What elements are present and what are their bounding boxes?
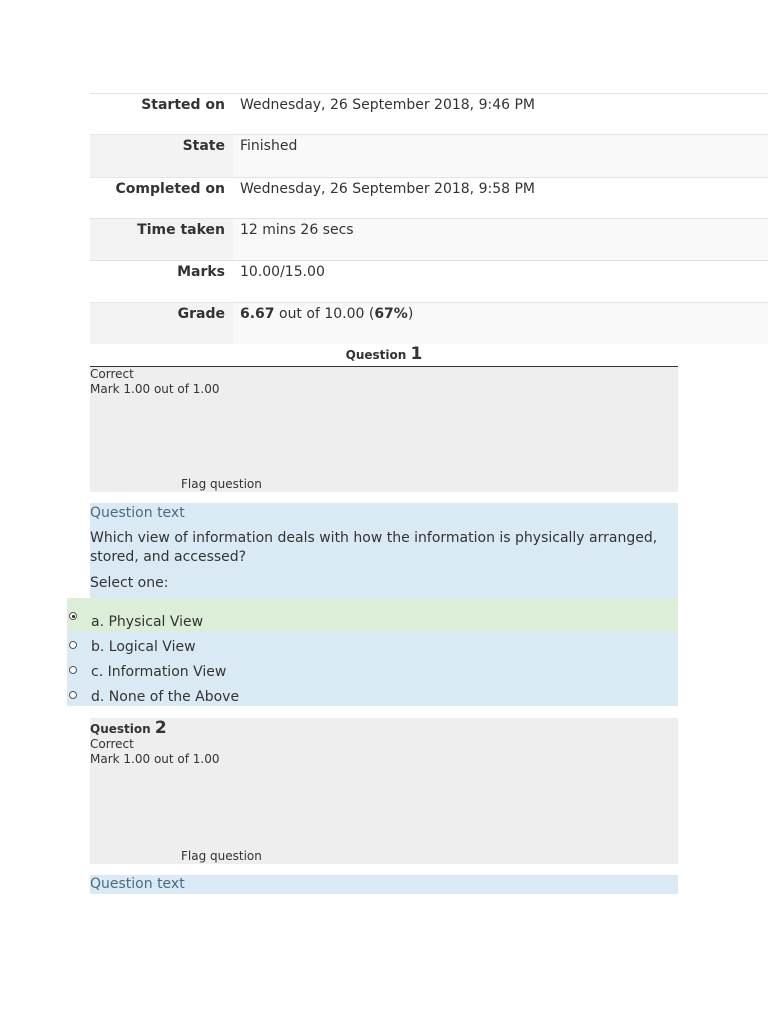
summary-label: Completed on	[115, 181, 225, 197]
question-heading-label: Question	[90, 722, 151, 736]
summary-row-state	[90, 135, 768, 178]
radio-icon[interactable]	[69, 666, 77, 674]
summary-label: Time taken	[90, 219, 233, 260]
answer-label: b. Logical View	[91, 639, 196, 655]
question-2-heading	[90, 718, 678, 737]
attempt-summary-table	[90, 93, 768, 344]
question-text-label: Question text	[90, 505, 185, 521]
question-1-content	[90, 503, 678, 598]
summary-value: 12 mins 26 secs	[233, 219, 768, 260]
question-status: Correct	[90, 737, 134, 751]
question-text: Which view of information deals with how the information is physically arranged, stored, and accessed?	[90, 530, 658, 565]
question-status: Correct	[90, 367, 134, 381]
answer-option-b[interactable]	[67, 631, 678, 656]
question-number: 1	[410, 344, 423, 364]
summary-label: Grade	[90, 303, 233, 344]
summary-label: Marks	[177, 264, 225, 280]
flag-question-link[interactable]: Flag question	[181, 477, 262, 491]
grade-mid: out of 10.00 (	[274, 306, 375, 322]
summary-row-grade	[90, 303, 768, 344]
grade-end: )	[407, 306, 414, 322]
summary-value: Finished	[233, 135, 768, 177]
summary-label: Started on	[141, 97, 225, 113]
radio-icon[interactable]	[69, 691, 77, 699]
question-heading-label: Question	[345, 348, 407, 362]
answer-label: a. Physical View	[91, 614, 204, 630]
question-mark: Mark 1.00 out of 1.00	[90, 752, 220, 766]
summary-value: 10.00/15.00	[240, 264, 325, 280]
summary-label: State	[90, 135, 233, 177]
answer-option-a[interactable]	[67, 598, 678, 631]
question-2-content	[90, 875, 678, 894]
question-1-heading	[90, 344, 678, 367]
summary-row-time-taken	[90, 219, 768, 261]
radio-selected-icon[interactable]	[69, 612, 77, 620]
question-2-info	[90, 718, 678, 864]
summary-row-started	[90, 94, 768, 135]
answer-label: c. Information View	[91, 664, 227, 680]
grade-percent: 67%	[374, 306, 408, 322]
radio-icon[interactable]	[69, 641, 77, 649]
grade-score: 6.67	[240, 306, 275, 322]
question-text-label: Question text	[90, 876, 185, 892]
answer-option-d[interactable]	[67, 681, 678, 706]
summary-value: Wednesday, 26 September 2018, 9:46 PM	[240, 97, 535, 113]
summary-value	[233, 303, 768, 344]
answer-options	[67, 598, 678, 706]
question-number: 2	[154, 718, 167, 738]
summary-row-completed	[90, 178, 768, 219]
answer-option-c[interactable]	[67, 656, 678, 681]
flag-question-link[interactable]: Flag question	[181, 849, 262, 863]
question-1-info	[90, 367, 678, 492]
question-mark: Mark 1.00 out of 1.00	[90, 382, 220, 396]
summary-value: Wednesday, 26 September 2018, 9:58 PM	[240, 181, 535, 197]
select-one-prompt: Select one:	[90, 575, 169, 591]
summary-row-marks	[90, 261, 768, 303]
answer-label: d. None of the Above	[91, 689, 240, 705]
